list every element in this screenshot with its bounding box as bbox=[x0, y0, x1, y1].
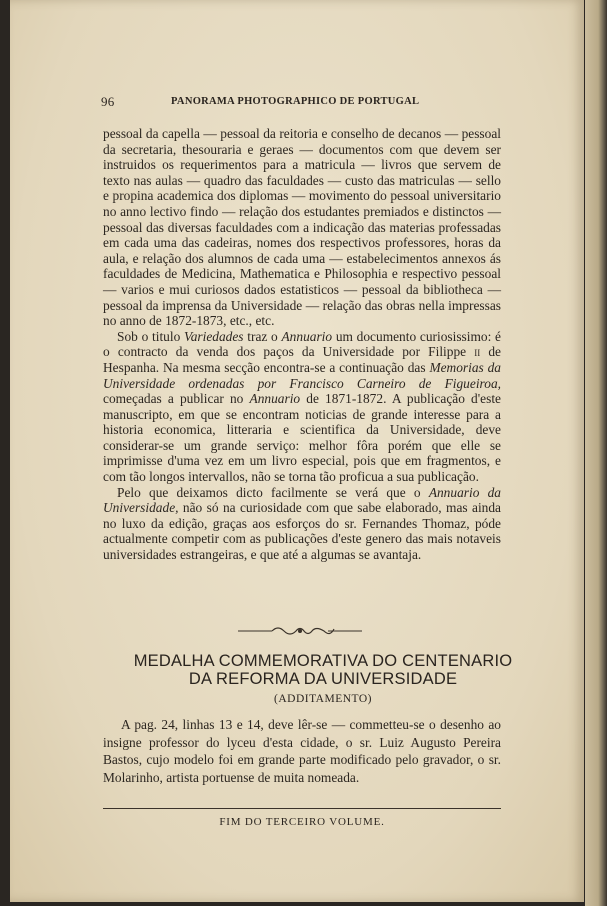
paragraph-3 bbox=[103, 485, 501, 563]
text-run: Sob o titulo bbox=[117, 328, 185, 344]
page-edge bbox=[585, 0, 607, 906]
section-title-line2: DA REFORMA DA UNIVERSIDADE bbox=[188, 670, 458, 688]
text-run: traz o bbox=[243, 328, 282, 344]
text-run: de Hespanha. Na mesma secção encontra-se a continuação das bbox=[103, 344, 501, 375]
italic-memorias: Memorias da Universidade ordenadas por Francisco Carneiro de Figueiroa, bbox=[103, 359, 502, 391]
end-rule bbox=[103, 808, 501, 809]
roman-numeral: ii bbox=[474, 344, 481, 360]
section-subtitle: (ADDITAMENTO) bbox=[274, 693, 372, 705]
end-note: FIM DO TERCEIRO VOLUME. bbox=[219, 816, 385, 828]
paragraph-2 bbox=[103, 329, 501, 485]
text-run: começadas a publicar no bbox=[103, 391, 250, 407]
italic-annuario: Annuario bbox=[249, 391, 301, 407]
section-title-line1: MEDALHA COMMEMORATIVA DO CENTENARIO bbox=[133, 652, 513, 670]
ornament-divider bbox=[238, 624, 362, 638]
italic-annuario-universidade: Annuario da Universidade, bbox=[103, 484, 501, 516]
italic-annuario: Annuario bbox=[281, 328, 333, 344]
page-number: 96 bbox=[101, 94, 115, 109]
running-title: PANORAMA PHOTOGRAPHICO DE PORTUGAL bbox=[171, 96, 420, 107]
book-page bbox=[10, 0, 584, 902]
text-run: de 1871-1872. A publicação d'este manuscripto, em que se encontram noticias de grande interesse para a historia economica, litteraria e scientifica da Universidade, deve considerar-se um grande serviço: melhor fôra porém que elle se imprimisse d'uma vez em um livro especial, pois que em fragmentos, e com tão longos intervallos, não se torna tão proficua a sua publicação. bbox=[103, 391, 501, 485]
main-text bbox=[103, 126, 501, 563]
addendum-text bbox=[103, 716, 501, 786]
addendum-paragraph: A pag. 24, linhas 13 e 14, deve lêr-se — commetteu-se o desenho ao insigne professor do lyceu d'esta cidade, o sr. Luiz Augusto Pereira Bastos, cujo modelo foi em grande parte modificado pelo gravador, o sr. Molarinho, artista portuense de muita nomeada. bbox=[103, 717, 501, 785]
italic-variedades: Variedades bbox=[184, 328, 244, 344]
section-title bbox=[103, 652, 543, 688]
text-run: um documento curiosissimo: é o contracto da venda dos paços da Universidade por Filippe bbox=[103, 328, 501, 360]
text-run: Pelo que deixamos dicto facilmente se verá que o bbox=[117, 484, 429, 500]
text-run: não só na curiosidade com que sabe elaborado, mas ainda no luxo da edição, graças aos esforços do sr. Fernandes Thomaz, póde actualmente competir com as publicações d'este genero das mais notaveis universidades estrangeiras, e que até a algumas se avantaja. bbox=[103, 500, 501, 563]
paragraph-1: pessoal da capella — pessoal da reitoria e conselho de decanos — pessoal da secretaria, thesouraria e geraes — documentos com que devem ser instruidos os requerimentos para a matricula — livros que servem de texto nas aulas — quadro das faculdades — custo das matriculas — sello e propina academica dos diplomas — movimento do pessoal universitario no anno lectivo findo — relação dos estudantes premiados e distinctos — pessoal das diversas faculdades com a indicação das materias professadas em cada uma das cadeiras, nomes dos respectivos professores, horas da aula, e relação dos alumnos de cada uma — estabelecimentos annexos ás faculdades de Medicina, Mathematica e Philosophia e respectivo pessoal — varios e mui curiosos dados estatisticos — pessoal da bibliotheca — pessoal da imprensa da Universidade — relação das obras nella impressas no anno de 1872-1873, etc., etc. bbox=[103, 126, 501, 329]
